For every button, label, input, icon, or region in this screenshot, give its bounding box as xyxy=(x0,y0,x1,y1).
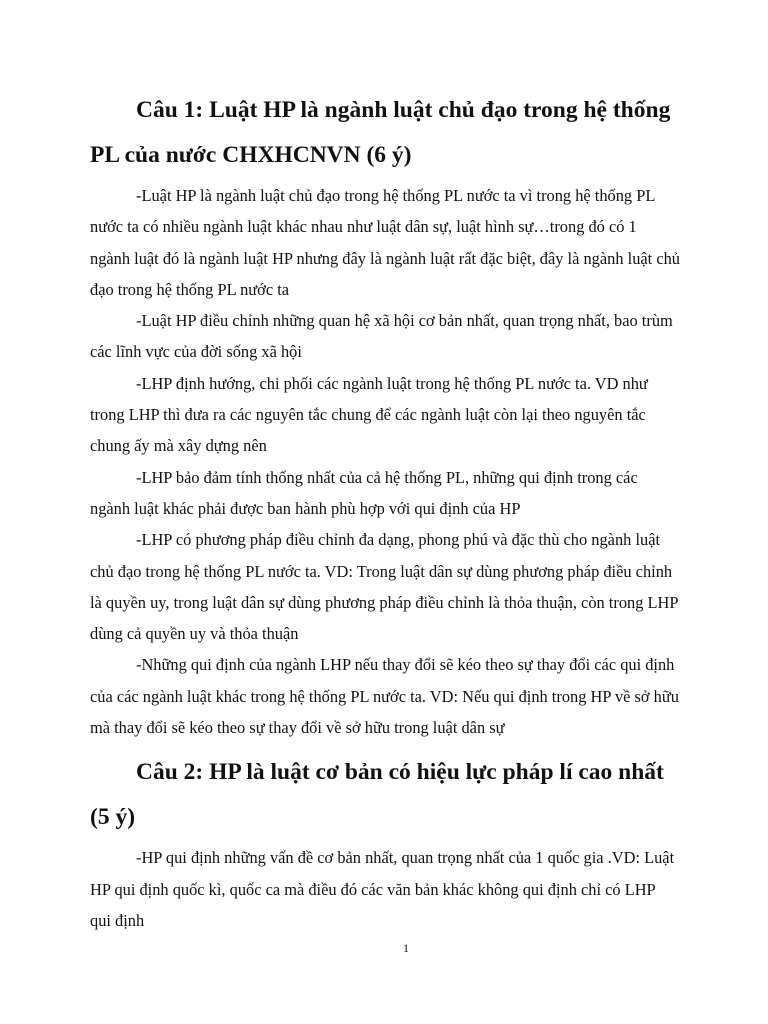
q1-paragraph-5: -LHP có phương pháp điều chỉnh đa dạng, phong phú và đặc thù cho ngành luật chủ đạo trong hệ thống PL nước ta. VD: Trong luật dân sự dùng phương pháp điều chỉnh là quyền uy, trong luật dân sự dùng phương pháp điều chỉnh là thỏa thuận, còn trong LHP dùng cả quyền uy và thỏa thuận xyxy=(90,530,678,644)
q1-paragraph-6: -Những qui định của ngành LHP nếu thay đổi sẽ kéo theo sự thay đổi các qui định của các ngành luật khác trong hệ thống PL nước ta. VD: Nếu qui định trong HP về sở hữu mà thay đổi sẽ kéo theo sự thay đổi về sở hữu trong luật dân sự xyxy=(90,655,679,738)
q1-paragraph-2: -Luật HP điều chỉnh những quan hệ xã hội cơ bản nhất, quan trọng nhất, bao trùm các lĩnh vực của đời sống xã hội xyxy=(90,311,673,362)
q1-paragraph-3: -LHP định hướng, chi phối các ngành luật trong hệ thống PL nước ta. VD như trong LHP thì đưa ra các nguyên tắc chung để các ngành luật còn lại theo nguyên tắc chung ấy mà xây dựng nên xyxy=(90,373,648,456)
question-1-heading: Câu 1: Luật HP là ngành luật chủ đạo trong hệ thống PL của nước CHXHCNVN (6 ý) xyxy=(90,97,671,168)
q1-paragraph-1: -Luật HP là ngành luật chủ đạo trong hệ thống PL nước ta vì trong hệ thống PL nước ta có nhiều ngành luật khác nhau như luật dân sự, luật hình sự…trong đó có 1 ngành luật đó là ngành luật HP nhưng đây là ngành luật rất đặc biệt, đây là ngành luật chủ đạo trong hệ thống PL nước ta xyxy=(90,186,680,299)
question-2-heading: Câu 2: HP là luật cơ bản có hiệu lực pháp lí cao nhất (5 ý) xyxy=(90,759,664,831)
q1-paragraph-4: -LHP bảo đảm tính thống nhất của cả hệ thống PL, những qui định trong các ngành luật khác phải được ban hành phù hợp với qui định của HP xyxy=(90,467,638,518)
page-number: 1 xyxy=(403,941,409,955)
q2-paragraph-1: -HP qui định những vấn đề cơ bản nhất, quan trọng nhất của 1 quốc gia .VD: Luật HP qui định quốc kì, quốc ca mà điều đó các văn bản khác không qui định chỉ có LHP qui định xyxy=(90,848,675,930)
